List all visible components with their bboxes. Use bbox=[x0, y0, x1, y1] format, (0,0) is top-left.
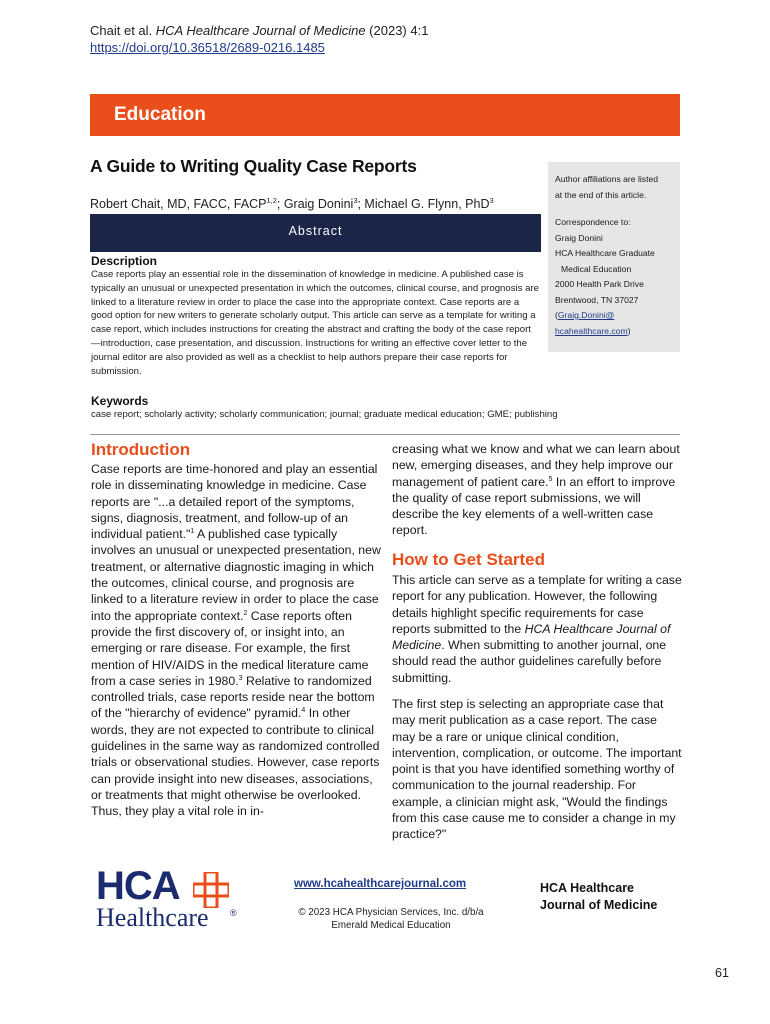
corr-email-line-1 bbox=[555, 308, 674, 324]
getting-started-heading: How to Get Started bbox=[392, 550, 546, 569]
introduction-heading: Introduction bbox=[91, 440, 191, 459]
corr-org-2: Medical Education bbox=[561, 263, 632, 274]
logo-healthcare-text: Healthcare bbox=[96, 903, 209, 932]
description-body: Case reports play an essential role in the dissemination of knowledge in medicine. A published case is typically an unusual or unexpected presentation in which the outcomes, clinical course, and prognosis are linked to a literature review in order to place the case into the appropriate context. Case reports are a good option for new writers to generate scholarly output. This article can serve as a template for writing a case report, which includes instructions for creating the abstract and crafting the body of the case report—introduction, case presentation, and discussion. Instructions for writing an effective cover letter to the journal editor are also provided as well as a checklist to help authors prepare their case reports for submission. bbox=[91, 269, 539, 377]
affil-note-1: Author affiliations are listed bbox=[555, 174, 659, 184]
corr-org-1: HCA Healthcare Graduate bbox=[555, 248, 655, 258]
doi-link[interactable]: https://doi.org/10.36518/2689-0216.1485 bbox=[90, 40, 325, 55]
citation-header bbox=[90, 22, 428, 56]
gs-journal: HCA Healthcare Journal of Medicine bbox=[392, 621, 671, 653]
description-heading: Description bbox=[91, 254, 158, 268]
logo-registered: ® bbox=[230, 908, 237, 918]
ref-2: 2 bbox=[243, 609, 248, 617]
page-number: 61 bbox=[715, 966, 729, 980]
copyright-line-2: Emerald Medical Education bbox=[331, 920, 451, 931]
getting-started-p1 bbox=[392, 572, 682, 686]
keywords-body: case report; scholarly activity; scholarly communication; journal; graduate medical education; GME; publishing bbox=[91, 409, 558, 420]
corr-name: Graig Donini bbox=[555, 232, 603, 243]
intro-cont-a: creasing what we know and what we can learn about new, emerging diseases, and they help improve our management of patient care. bbox=[392, 442, 680, 489]
citation-suffix: (2023) 4:1 bbox=[365, 23, 429, 38]
copyright bbox=[286, 906, 496, 932]
corr-street: 2000 Health Park Drive bbox=[555, 279, 644, 289]
gs-text-a: This article can serve as a template for writing a case report for any publication. However, the following details highlight specific requirements for case reports submitted to the bbox=[392, 573, 682, 636]
author-1-affil: 1,2 bbox=[266, 195, 277, 205]
ref-3: 3 bbox=[238, 674, 243, 682]
author-2-affil: 3 bbox=[353, 195, 358, 205]
hca-healthcare-logo bbox=[96, 864, 256, 934]
keywords-heading: Keywords bbox=[91, 394, 149, 408]
article-title: A Guide to Writing Quality Case Reports bbox=[90, 156, 417, 176]
intro-text-e: In other words, they are not expected to contribute to clinical guidelines in the same way as randomized controlled trials or observational studies. However, case reports can provide insight into new diseases, associations, or treatments that might otherwise be overlooked. Thus, they play a vital role in in- bbox=[91, 706, 380, 819]
section-banner: Education bbox=[90, 94, 680, 136]
citation-prefix: Chait et al. bbox=[90, 23, 156, 38]
introduction-body bbox=[91, 461, 381, 820]
journal-name-line-1: HCA Healthcare bbox=[540, 881, 635, 895]
ref-5: 5 bbox=[548, 475, 553, 483]
section-divider bbox=[90, 434, 680, 435]
corr-city: Brentwood, TN 37027 bbox=[555, 294, 639, 305]
author-2: ; Graig Donini bbox=[276, 197, 354, 211]
author-3-affil: 3 bbox=[489, 195, 494, 205]
intro-cont-b: In an effort to improve the quality of case report submissions, we will describe the key elements of a well-written case report. bbox=[392, 474, 676, 538]
gs-text-b: . When submitting to another journal, one should read the author guidelines carefully before submitting. bbox=[392, 638, 667, 685]
corr-email-line-2 bbox=[555, 324, 674, 340]
intro-text-d: Relative to randomized controlled trials, case reports reside near the bottom of the "hierarchy of evidence" pyramid. bbox=[91, 673, 375, 721]
author-1: Robert Chait, MD, FACC, FACP bbox=[90, 197, 267, 211]
intro-text-c: Case reports often provide the first discovery of, or insight into, an emerging or rare disease. For example, the first mention of HIV/AIDS in the medical literature came from a case series in 1980. bbox=[91, 608, 369, 688]
affil-note-2: at the end of this article. bbox=[555, 189, 647, 200]
journal-url-link[interactable]: www.hcahealthcarejournal.com bbox=[294, 878, 467, 890]
getting-started-p2: The first step is selecting an appropriate case that may merit publication as a case report. The case may be a rare or unique clinical condition, intervention, complication, or outcome. The important point is that you have identified something worthy of communication to the journal readership. For example, a clinician might ask, "Would the findings from this case cause me to consider a change in my practice?" bbox=[392, 697, 682, 842]
ref-4: 4 bbox=[301, 707, 306, 715]
author-list bbox=[90, 197, 494, 211]
abstract-bar: Abstract bbox=[90, 214, 541, 252]
journal-name-line-2: Journal of Medicine bbox=[540, 898, 658, 912]
author-3: ; Michael G. Flynn, PhD bbox=[357, 197, 490, 211]
paren-close: ) bbox=[627, 325, 631, 336]
journal-name bbox=[540, 880, 657, 914]
copyright-line-1: © 2023 HCA Physician Services, Inc. d/b/a bbox=[298, 907, 484, 918]
intro-text-b: A published case typically involves an unusual or unexpected presentation, new treatment, or alternative diagnostic imaging in which the outcomes, clinical course, and prognosis are linked to a literature review in order to place the case into the appropriate context. bbox=[91, 527, 381, 623]
ref-1: 1 bbox=[190, 528, 195, 536]
intro-text-a: Case reports are time-honored and play an essential role in disseminating knowledge in medicine. Case reports are "...a detailed report of the symptoms, signs, diagnosis, treatment, and follow-up of an individual patient." bbox=[91, 462, 378, 542]
email-link-1[interactable]: Graig.Donini@ bbox=[557, 310, 615, 320]
introduction-continued bbox=[392, 441, 682, 539]
paren-open: ( bbox=[555, 310, 558, 320]
correspondence-label: Correspondence to: bbox=[555, 217, 631, 227]
citation-journal: HCA Healthcare Journal of Medicine bbox=[155, 23, 366, 38]
email-link-2[interactable]: hcahealthcare.com bbox=[555, 325, 628, 336]
correspondence-sidebar bbox=[548, 162, 680, 352]
logo-hca-text: HCA bbox=[96, 864, 180, 908]
